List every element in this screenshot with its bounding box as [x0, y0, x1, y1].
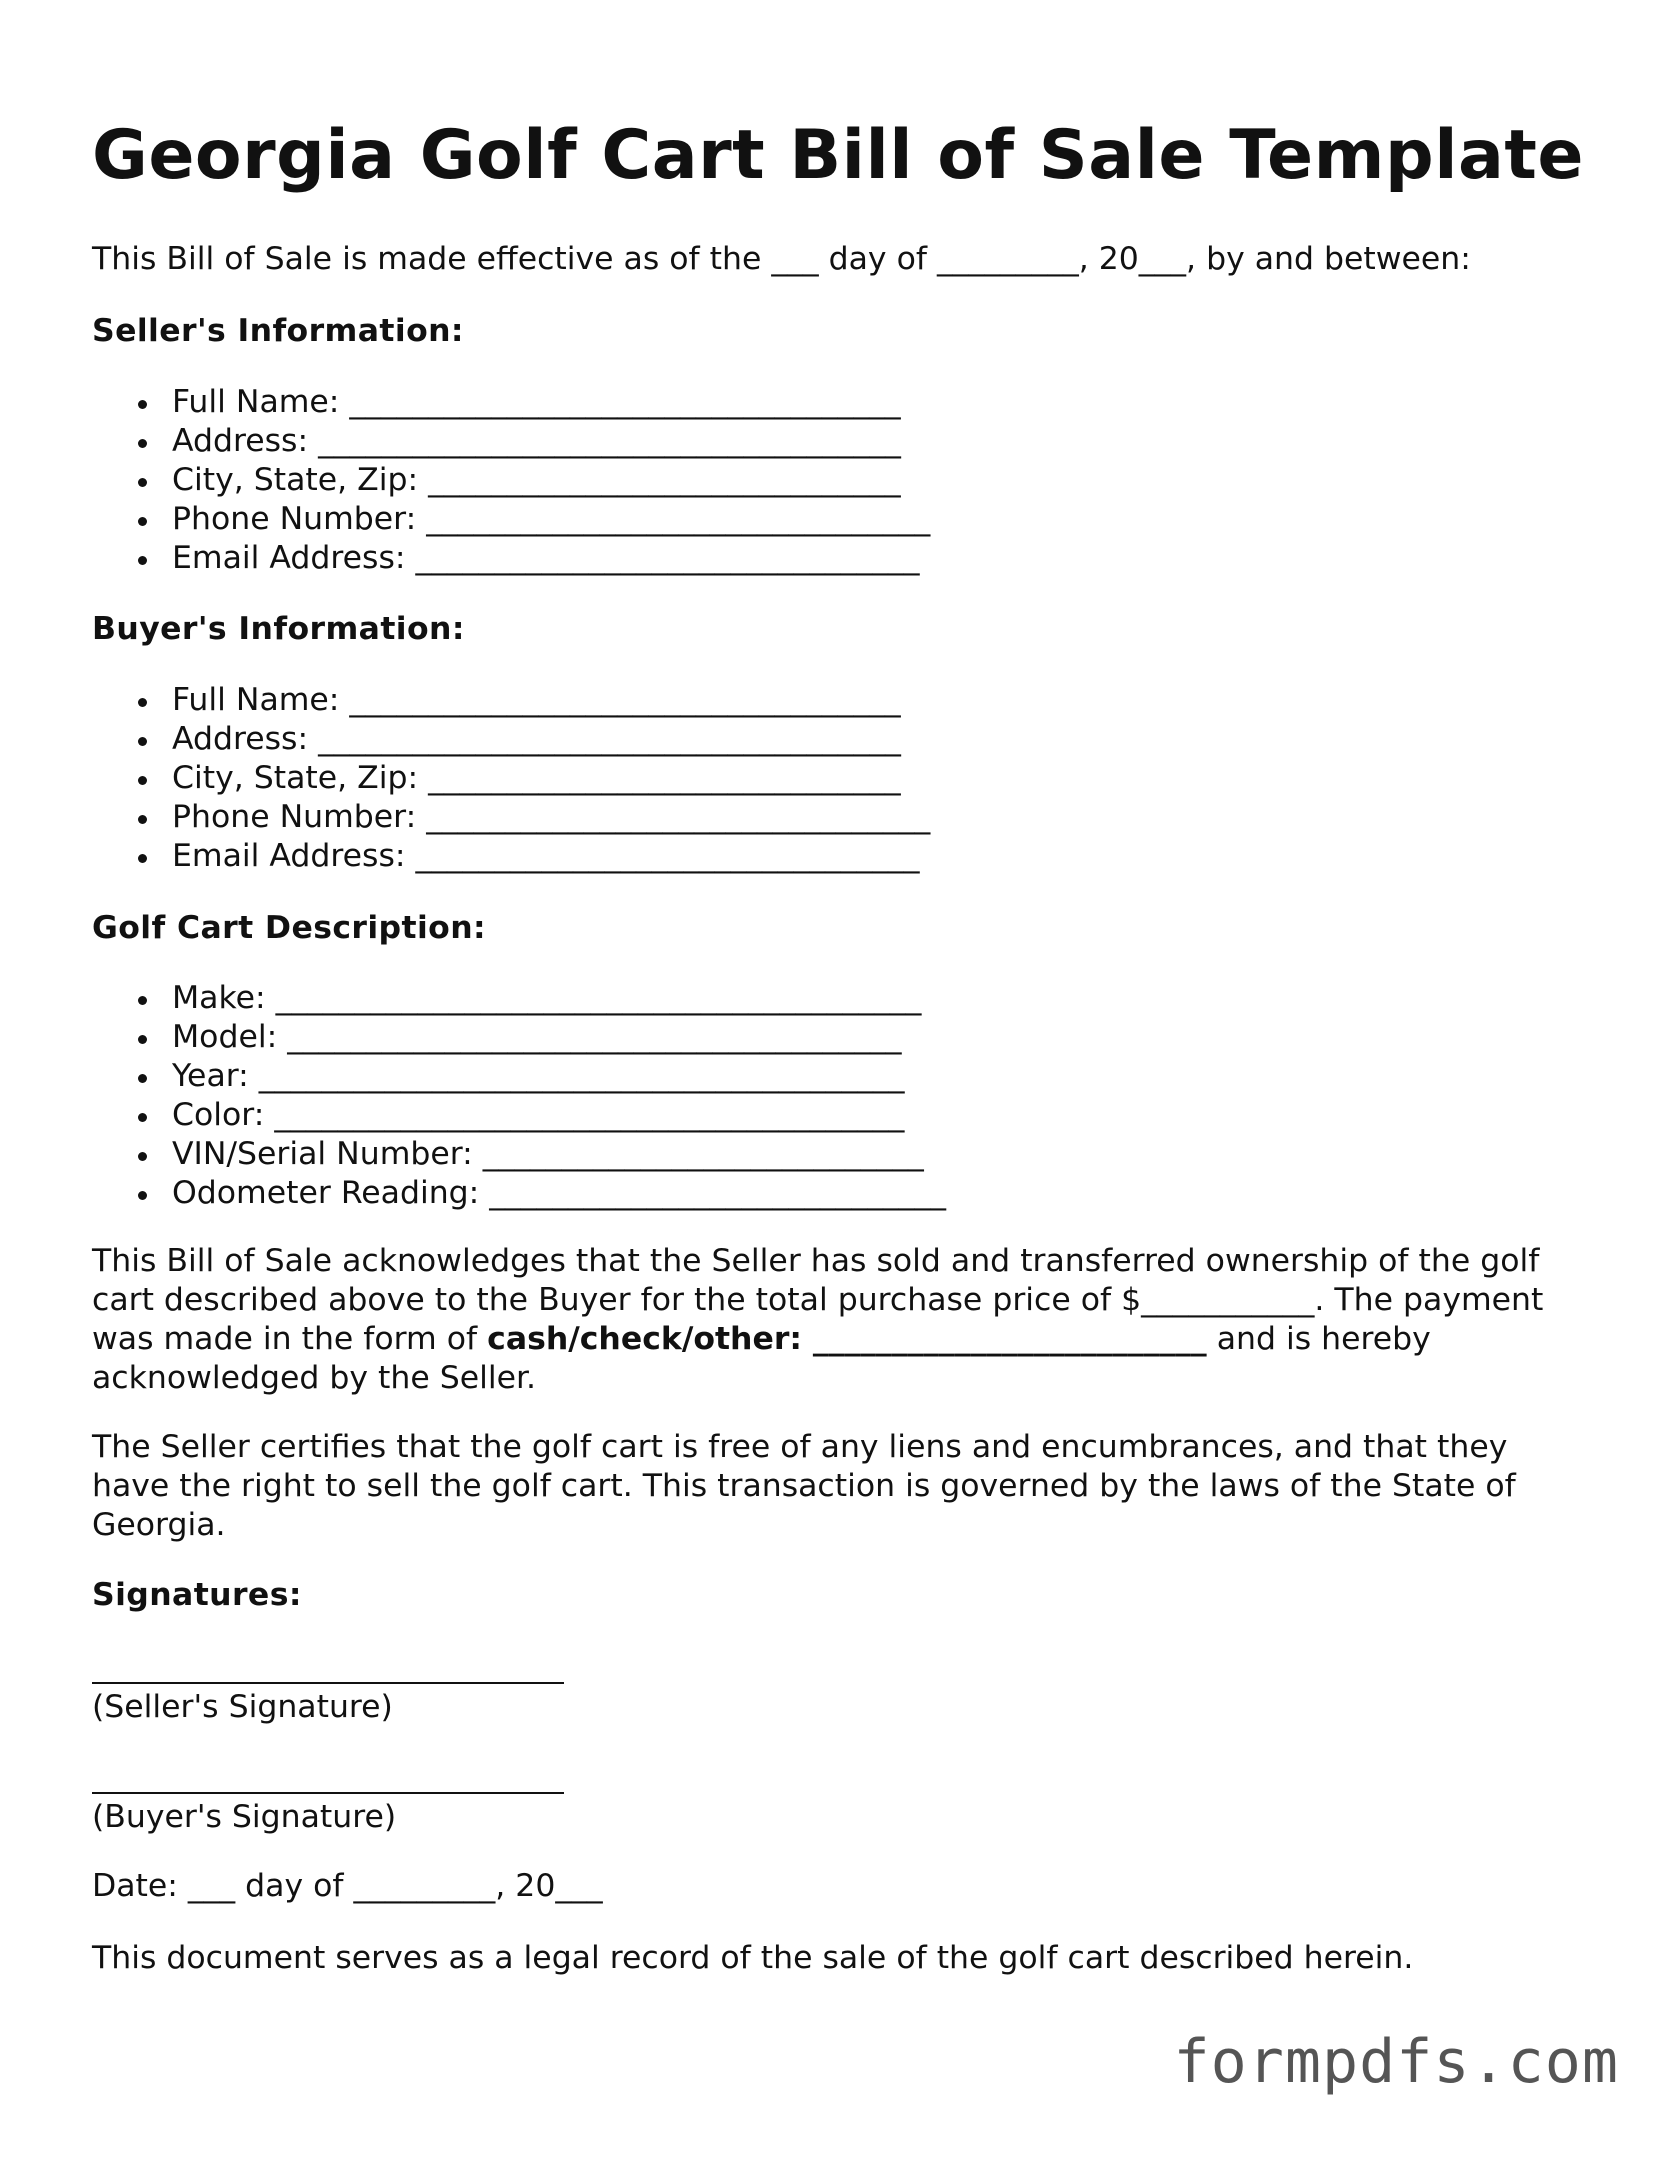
cart-fields-list: [92, 979, 946, 1213]
acknowledgment-paragraph: [92, 1242, 1572, 1398]
seller-address-field: Address: _____________________________________: [92, 422, 930, 461]
watermark-logo: formpdfs.com: [1173, 2027, 1619, 2097]
seller-signature-label: (Seller's Signature): [92, 1689, 393, 1725]
buyer-phone-field: Phone Number: ________________________________: [92, 798, 930, 837]
seller-phone-field: Phone Number: ________________________________: [92, 500, 930, 539]
cart-odometer-field: Odometer Reading: _____________________________: [92, 1174, 946, 1213]
acknowledgment-text-part2: and is hereby acknowledged by the Seller.: [92, 1321, 1431, 1396]
cart-model-field: Model: _______________________________________: [92, 1018, 946, 1057]
buyer-full-name-field: Full Name: ___________________________________: [92, 681, 930, 720]
certification-paragraph: The Seller certifies that the golf cart is free of any liens and encumbrances, and that they have the right to sell the golf cart. This transaction is governed by the laws of the State of Georgia.: [92, 1429, 1516, 1543]
signature-date-line: Date: ___ day of _________, 20___: [92, 1868, 603, 1904]
buyer-email-field: Email Address: ________________________________: [92, 837, 930, 876]
cart-heading: Golf Cart Description:: [92, 910, 487, 946]
buyer-address-field: Address: _____________________________________: [92, 720, 930, 759]
seller-city-state-zip-field: City, State, Zip: ______________________________: [92, 461, 930, 500]
seller-heading: Seller's Information:: [92, 313, 464, 349]
cart-color-field: Color: ________________________________________: [92, 1096, 946, 1135]
signatures-heading: Signatures:: [92, 1577, 302, 1613]
seller-signature-line: [92, 1682, 564, 1684]
cart-make-field: Make: _________________________________________: [92, 979, 946, 1018]
buyer-signature-line: [92, 1792, 564, 1794]
buyer-fields-list: [92, 681, 930, 876]
seller-fields-list: [92, 383, 930, 578]
buyer-signature-label: (Buyer's Signature): [92, 1799, 397, 1835]
page-title: Georgia Golf Cart Bill of Sale Template: [92, 116, 1585, 195]
cart-vin-field: VIN/Serial Number: ____________________________: [92, 1135, 946, 1174]
buyer-heading: Buyer's Information:: [92, 611, 465, 647]
closing-statement: This document serves as a legal record of the sale of the golf cart described herein.: [92, 1940, 1414, 1976]
intro-paragraph: This Bill of Sale is made effective as of the ___ day of _________, 20___, by and between:: [92, 241, 1471, 277]
seller-email-field: Email Address: ________________________________: [92, 539, 930, 578]
acknowledgment-text-part1: This Bill of Sale acknowledges that the Seller has sold and transferred ownership of the golf cart described above to the Buyer for the total purchase price of $___________. The payment was made in the form of: [92, 1243, 1544, 1357]
buyer-city-state-zip-field: City, State, Zip: ______________________________: [92, 759, 930, 798]
seller-full-name-field: Full Name: ___________________________________: [92, 383, 930, 422]
payment-method-field: cash/check/other: _________________________: [487, 1321, 1207, 1357]
cart-year-field: Year: _________________________________________: [92, 1057, 946, 1096]
